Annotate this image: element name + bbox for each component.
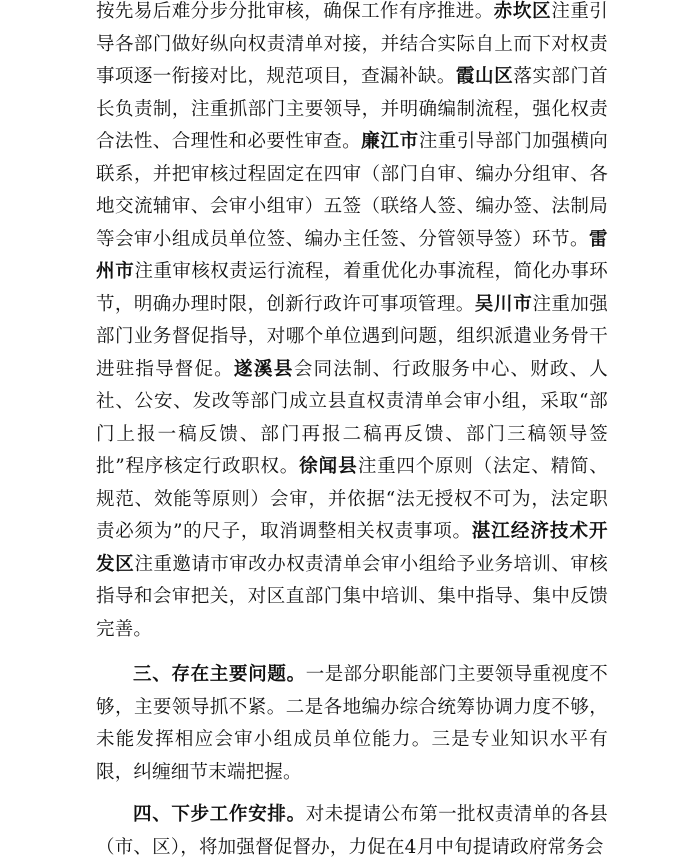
text-run: 对未提请公布第一批权责清单的各县（市、区），将加强督促督办，力促在4月中旬提请政府常务会 (96, 804, 608, 858)
text-run: 注重邀请市审改办权责清单会审小组给予业务培训、审核指导和会审把关，对区直部门集中培训、集中指导、集中反馈完善。 (96, 553, 608, 640)
bold-term: 吴川市 (474, 293, 533, 315)
bold-term: 遂溪县 (233, 358, 294, 380)
bold-term: 廉江市 (361, 131, 419, 152)
paragraph-main-problems (96, 659, 608, 789)
bold-term: 雷州市 (96, 228, 608, 282)
bold-term: 三、存在主要问题。 (133, 664, 306, 685)
text-run: 按先易后难分步分批审核，确保工作有序推进。 (96, 1, 494, 22)
text-run: 落实部门首长负责制，注重抓部门主要领导，并明确编制流程，强化权责合法性、合理性和必要性审查。 (96, 66, 608, 152)
paragraph-next-steps (96, 799, 608, 864)
text-run: 注重引导各部门做好纵向权责清单对接，并结合实际自上而下对权责事项逐一衔接对比，规范项目，查漏补缺。 (96, 1, 608, 87)
bold-term: 四、下步工作安排。 (133, 804, 306, 825)
text-run: 注重引导部门加强横向联系，并把审核过程固定在四审（部门自审、编办分组审、各地交流辅审、会审小组审）五签（联络人签、编办签、法制局等会审小组成员单位签、编办主任签、分管领导签）环节。 (96, 131, 608, 250)
text-run: 会同法制、行政服务中心、财政、人社、公安、发改等部门成立县直权责清单会审小组，采取“部门上报一稿反馈、部门再报二稿再反馈、部门三稿领导签批”程序核定行政职权。 (96, 358, 609, 477)
bold-term: 湛江经济技术开发区 (96, 521, 608, 575)
bold-term: 霞山区 (455, 66, 514, 87)
document-body (96, 0, 608, 864)
bold-term: 赤坎区 (493, 1, 552, 22)
bold-term: 徐闻县 (299, 456, 358, 477)
text-run: 一是部分职能部门主要领导重视度不够，主要领导抓不紧。二是各地编办综合统筹协调力度不够，未能发挥相应会审小组成员单位能力。三是专业知识水平有限，纠缠细节末端把握。 (96, 664, 608, 783)
text-run: 注重四个原则（法定、精简、规范、效能等原则）会审，并依据“法无授权不可为，法定职责必须为”的尺子，取消调整相关权责事项。 (96, 456, 608, 542)
paragraph-review-practices (96, 0, 608, 646)
text-run: 注重加强部门业务督促指导，对哪个单位遇到问题，组织派遣业务骨干进驻指导督促。 (96, 293, 608, 380)
text-run: 注重审核权责运行流程，着重优化办事流程，简化办事环节，明确办理时限，创新行政许可事项管理。 (96, 261, 608, 315)
